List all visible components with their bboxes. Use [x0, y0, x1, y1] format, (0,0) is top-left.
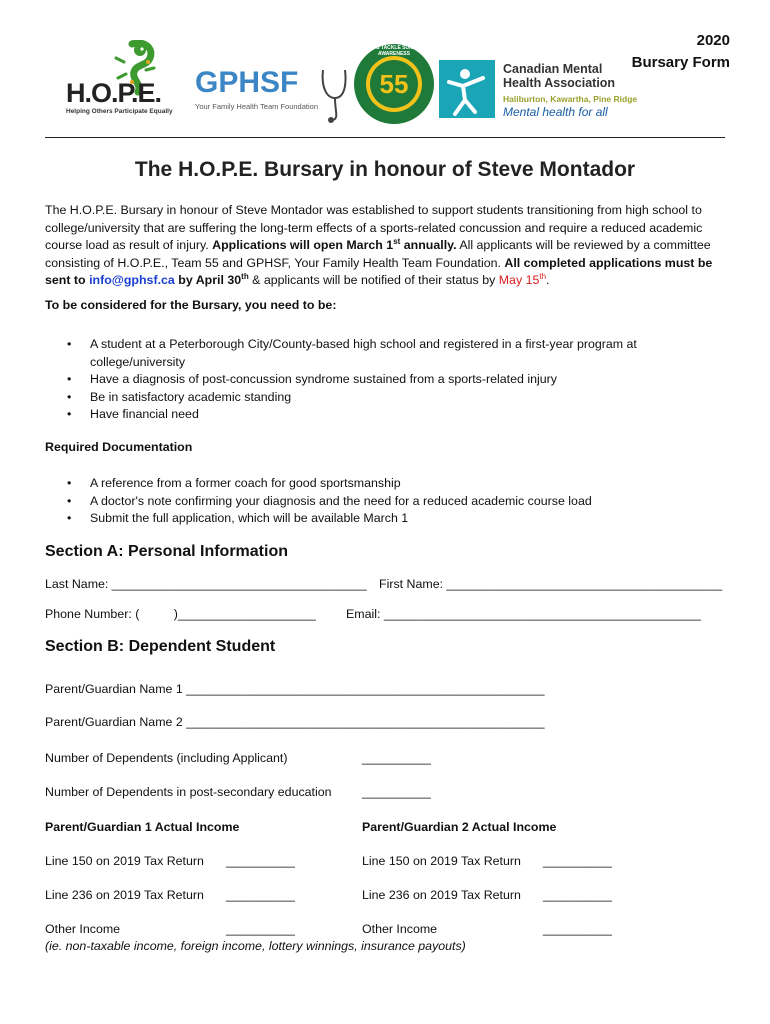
guardian-1-line236-field[interactable]: __________ — [226, 888, 295, 902]
contact-email-link[interactable]: info@gphsf.ca — [89, 273, 175, 287]
guardian-2-other-income-label: Other Income — [362, 922, 438, 936]
last-name-field[interactable]: Last Name: _____________________________________ — [45, 577, 367, 591]
list-item: • Submit the full application, which will be available March 1 — [45, 510, 725, 528]
dependents-post-secondary-label: Number of Dependents in post-secondary education — [45, 785, 332, 799]
other-income-note: (ie. non-taxable income, foreign income, lottery winnings, insurance payouts) — [45, 939, 466, 953]
form-name: Bursary Form — [631, 54, 730, 71]
intro-text-3: & applicants will be notified of their status by — [248, 273, 499, 287]
gphsf-wordmark: GPHSF — [195, 66, 299, 99]
list-item: • A student at a Peterborough City/County-based high school and registered in a first-year program at college/university — [45, 336, 665, 371]
list-item: • Have a diagnosis of post-concussion syndrome sustained from a sports-related injury — [45, 371, 665, 389]
page-title: The H.O.P.E. Bursary in honour of Steve Montador — [134, 158, 636, 181]
cmha-name-line1: Canadian Mental — [503, 62, 603, 76]
gphsf-logo — [193, 60, 353, 126]
first-name-field[interactable]: First Name: ________________________________________ — [379, 577, 723, 591]
section-b-title: Section B: Dependent Student — [45, 638, 276, 655]
intro-paragraph: The H.O.P.E. Bursary in honour of Steve Montador was established to support students transitioning from high school to college/university that are suffering the long-term effects of a sports-related concussion and require a reduced academic course load as result of injury. Applications will open March 1st annually. All applicants will be reviewed by a committee consisting of H.O.P.E., Team 55 and GPHSF, Your Family Health Team Foundation. All completed applications must be sent to info@gphsf.ca by April 30th & applicants will be notified of their status by May 15th. — [45, 203, 713, 287]
hope-wordmark: H.O.P.E. — [66, 78, 162, 108]
guardian-1-line150-label: Line 150 on 2019 Tax Return — [45, 854, 204, 868]
intro-submission: All completed applications must be sent to info@gphsf.ca by April 30th — [45, 255, 713, 287]
guardian-2-name-field[interactable]: Parent/Guardian Name 2 ____________________________________________________ — [45, 715, 545, 729]
header-divider — [45, 137, 725, 138]
guardian-2-line150-field[interactable]: __________ — [543, 854, 612, 868]
team55-number: 55 — [379, 69, 409, 99]
team55-ring-text: LET'S TACKLE SUICIDE AWARENESS — [365, 45, 423, 57]
cmha-region: Haliburton, Kawartha, Pine Ridge — [503, 94, 638, 104]
intro-text-2: All applicants will be reviewed by a committee consisting of H.O.P.E., Team 55 and GPHSF, Your Family Health Team Foundation. — [45, 238, 711, 270]
guardian-2-line236-label: Line 236 on 2019 Tax Return — [362, 888, 521, 902]
guardian-2-line150-label: Line 150 on 2019 Tax Return — [362, 854, 521, 868]
cmha-logo — [437, 60, 647, 126]
guardian-1-other-income-label: Other Income — [45, 922, 121, 936]
guardian-1-line150-field[interactable]: __________ — [226, 854, 295, 868]
cmha-name-line2: Health Association — [503, 76, 616, 90]
stethoscope-icon — [317, 64, 353, 124]
phone-number-field[interactable]: Phone Number: ( )____________________ — [45, 607, 316, 621]
guardian-1-name-field[interactable]: Parent/Guardian Name 1 ____________________________________________________ — [45, 682, 545, 696]
cmha-figure-icon — [439, 60, 495, 118]
documentation-list — [45, 475, 725, 528]
dependents-label: Number of Dependents (including Applicant) — [45, 751, 288, 765]
gphsf-tagline: Your Family Health Team Foundation — [195, 102, 318, 111]
list-item: • A reference from a former coach for good sportsmanship — [45, 475, 725, 493]
guardian-1-line236-label: Line 236 on 2019 Tax Return — [45, 888, 204, 902]
dependents-field[interactable]: __________ — [362, 751, 431, 765]
intro-open-date: Applications will open March 1st annually. — [212, 236, 457, 252]
hope-tagline: Helping Others Participate Equally — [66, 108, 173, 115]
eligibility-list — [45, 336, 665, 424]
form-year: 2020 — [696, 32, 730, 49]
cmha-slogan: Mental health for all — [503, 105, 608, 119]
eligibility-heading: To be considered for the Bursary, you need to be: — [45, 298, 337, 312]
list-item: • Have financial need — [45, 406, 665, 424]
guardian-1-other-income-field[interactable]: __________ — [226, 922, 295, 936]
section-a-title: Section A: Personal Information — [45, 543, 288, 560]
documentation-heading: Required Documentation — [45, 440, 193, 454]
intro-text-1: The H.O.P.E. Bursary in honour of Steve Montador was established to support students transitioning from high school to college/university that are suffering the long-term effects of a sports-related concussion and require a reduced academic course load as result of injury. — [45, 203, 703, 252]
guardian-2-other-income-field[interactable]: __________ — [543, 922, 612, 936]
team55-logo — [352, 42, 436, 126]
guardian-2-line236-field[interactable]: __________ — [543, 888, 612, 902]
notification-deadline: May 15th — [498, 271, 547, 287]
dependents-post-secondary-field[interactable]: __________ — [362, 785, 431, 799]
hope-logo — [62, 40, 186, 118]
guardian-1-income-heading: Parent/Guardian 1 Actual Income — [45, 820, 240, 834]
email-field[interactable]: Email: ______________________________________________ — [346, 607, 701, 621]
list-item: • A doctor's note confirming your diagnosis and the need for a reduced academic course load — [45, 493, 725, 511]
list-item: • Be in satisfactory academic standing — [45, 389, 665, 407]
guardian-2-income-heading: Parent/Guardian 2 Actual Income — [362, 820, 557, 834]
